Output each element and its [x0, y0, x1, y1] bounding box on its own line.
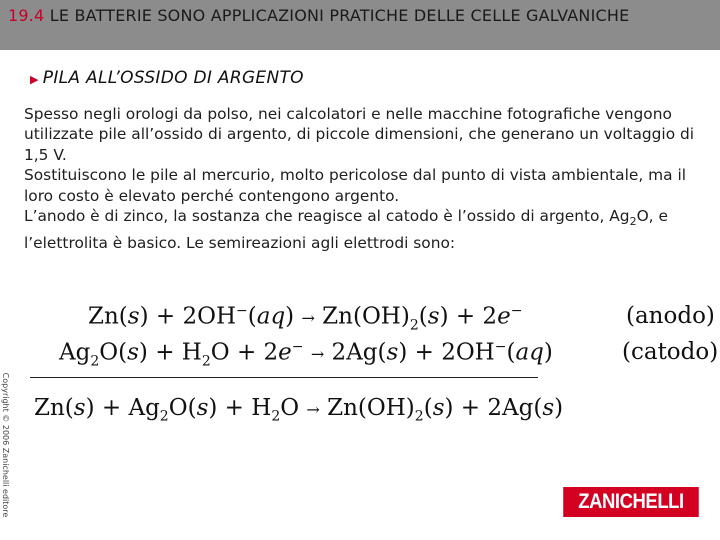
- paragraph-2: Sostituiscono le pile al mercurio, molto pericolose dal punto di vista ambientale, ma il loro costo è elevato perché contengono argento.: [24, 166, 686, 205]
- slide-title-text: LE BATTERIE SONO APPLICAZIONI PRATICHE DELLE CELLE GALVANICHE: [49, 6, 630, 25]
- slide-title: [8, 6, 708, 26]
- section-title: PILA ALL’OSSIDO DI ARGENTO: [42, 68, 304, 88]
- cathode-equation: $Ag_2O(s) + H_2O + 2e^- \to 2Ag(s) + 2OH^-(aq)$: [59, 339, 553, 370]
- paragraph-3-subscript: 2: [629, 215, 637, 229]
- body-text: [24, 104, 714, 253]
- paragraph-3-text-a: L’anodo è di zinco, la sostanza che reagisce al catodo è l’ossido di argento, Ag: [24, 207, 630, 226]
- cathode-label: (catodo): [622, 339, 719, 365]
- triangle-right-icon: ▶: [30, 73, 39, 86]
- section-heading: [30, 68, 304, 88]
- header-bar: [0, 0, 720, 50]
- section-number: 19.4: [8, 6, 45, 25]
- paragraph-3: [24, 206, 714, 253]
- copyright-notice: Copyright © 2006 Zanichelli editore: [1, 372, 10, 518]
- paragraph-1: Spesso negli orologi da polso, nei calcolatori e nelle macchine fotografiche vengono utilizzate pile all’ossido di argento, di piccole dimensioni, che generano un voltaggio di 1,5 V.: [24, 105, 695, 164]
- equations-block: [0, 295, 720, 435]
- anode-label: (anodo): [626, 303, 715, 329]
- zanichelli-logo: ZANICHELLI: [563, 487, 699, 517]
- paragraph-3-text-b: O, e l’elettrolita è basico. Le semireazioni agli elettrodi sono:: [24, 207, 668, 252]
- overall-equation: $Zn(s) + Ag_2O(s) + H_2O \to Zn(OH)_2(s) + 2Ag(s)$: [34, 395, 564, 425]
- anode-equation: $Zn(s) + 2OH^-(aq) \to Zn(OH)_2(s) + 2e^-$: [88, 303, 523, 334]
- sum-divider-line: [30, 377, 538, 378]
